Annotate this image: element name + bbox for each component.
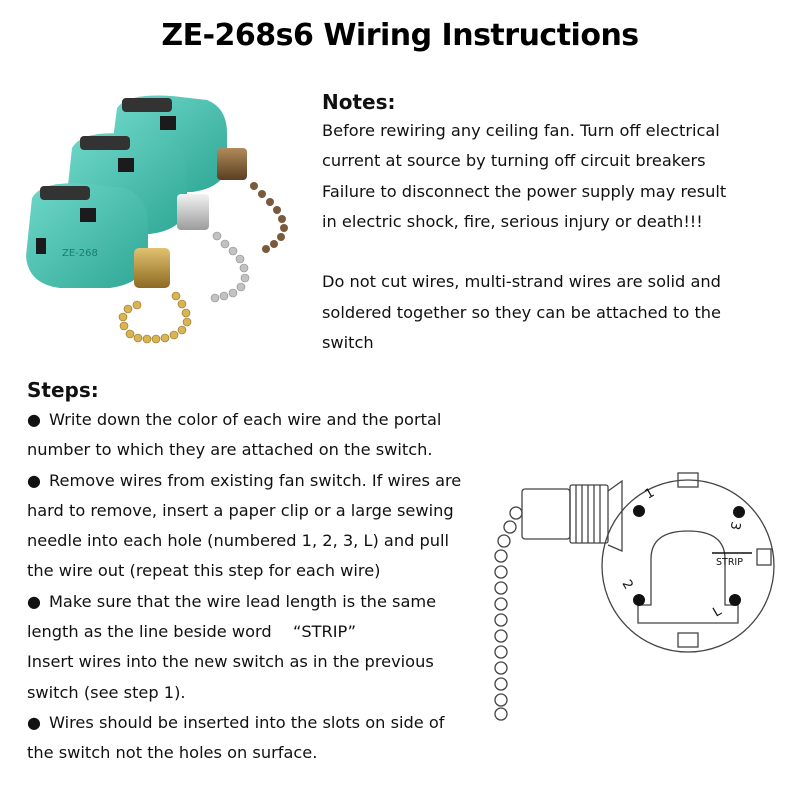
step-line: ● Make sure that the wire lead length is the same — [27, 587, 497, 617]
terminal-label-3: 3 — [726, 520, 743, 532]
notes-line: current at source by turning off circuit breakers — [322, 151, 706, 171]
terminal-label-l: L — [710, 603, 725, 621]
notes-line: Before rewiring any ceiling fan. Turn off electrical — [322, 121, 720, 140]
step-line: needle into each hole (numbered 1, 2, 3, L) and pull — [27, 531, 450, 551]
notes-line: Failure to disconnect the power supply may result — [322, 181, 727, 201]
notes-line: in electric shock, fire, serious injury or death!!! — [322, 211, 703, 231]
switch-wiring-diagram — [488, 455, 788, 735]
step-line: ● Wires should be inserted into the slots on side of — [27, 708, 497, 738]
page-title: ZE-268s6 Wiring Instructions — [161, 18, 639, 53]
switch-shaft — [522, 481, 622, 551]
step-line: the wire out (repeat this step for each wire) — [27, 561, 381, 581]
step-line: switch (see step 1). — [27, 682, 186, 702]
step-line: Insert wires into the new switch as in the previous — [27, 652, 434, 672]
notes-block — [322, 116, 792, 358]
strip-label: STRIP — [716, 557, 743, 568]
terminal-label-2: 2 — [618, 577, 636, 593]
step-line: hard to remove, insert a paper clip or a large sewing — [27, 500, 454, 520]
step-line: length as the line beside word “STRIP” — [27, 622, 356, 642]
notes-line: switch — [322, 333, 374, 353]
step-line: ● Write down the color of each wire and the portal — [27, 405, 497, 435]
steps-block — [27, 405, 497, 769]
steps-heading: Steps: — [27, 378, 99, 402]
notes-line — [322, 237, 792, 267]
notes-line: Do not cut wires, multi-strand wires are solid and — [322, 272, 721, 292]
pull-chain — [495, 507, 522, 720]
notes-heading: Notes: — [322, 90, 396, 114]
notes-line: soldered together so they can be attached to the — [322, 302, 722, 322]
terminal-label-1: 1 — [642, 485, 658, 503]
step-line: the switch not the holes on surface. — [27, 743, 318, 763]
brand-text: ZE-268 — [62, 248, 98, 259]
fan-switch-photo — [22, 88, 302, 368]
switch-face — [602, 473, 774, 652]
step-line: number to which they are attached on the switch. — [27, 440, 433, 460]
step-line: ● Remove wires from existing fan switch. If wires are — [27, 466, 497, 496]
